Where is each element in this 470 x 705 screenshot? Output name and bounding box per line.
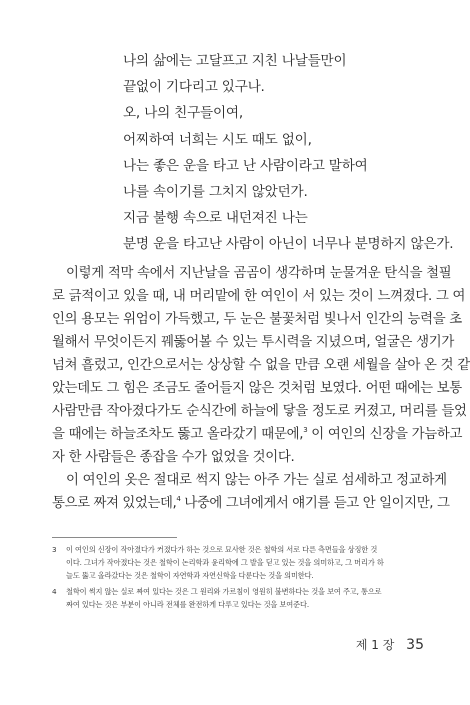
body-line: 자 한 사람들은 종잡을 수가 없었을 것이다.	[52, 450, 295, 465]
footnote-line: 이 여인의 신장이 작아졌다가 커졌다가 하는 것으로 묘사한 것은 철학의 서로 다른 측면들을 상징한 것	[66, 545, 378, 554]
footnote-ref-4[interactable]: 4	[176, 495, 181, 503]
poem-block	[123, 48, 453, 258]
body-line-text: 나중에 그녀에게서 얘기를 듣고 안 일이지만, 그	[180, 496, 450, 511]
body-line: 이 여인의 옷은 절대로 썩지 않는 아주 가는 실로 섬세하고 정교하게	[66, 473, 447, 488]
poem-line: 끝없이 기다리고 있구나.	[123, 79, 265, 96]
body-line: 았는데도 그 힘은 조금도 줄어들지 않은 것처럼 보였다. 어떤 때에는 보통	[52, 381, 462, 396]
footnote-line: 늘도 뚫고 올라갔다는 것은 철학이 자연학과 자연신학을 다룬다는 것을 의미한다.	[66, 571, 314, 580]
poem-line: 오, 나의 친구들이여,	[123, 105, 243, 122]
footnote-4	[52, 585, 424, 611]
body-line-text: 이 여인의 신장을 가늠하고	[307, 427, 463, 442]
footnote-number: 3	[52, 545, 57, 554]
chapter-label: 제 1 장	[355, 638, 395, 652]
footnote-ref-3[interactable]: 3	[303, 426, 308, 434]
body-line	[52, 492, 450, 515]
footnote-line: 이다. 그녀가 작아졌다는 것은 철학이 논리학과 윤리학에 그 발을 딛고 있는 것을 의미하고, 그 머리가 하	[66, 558, 384, 567]
poem-line: 나를 속이기를 그치지 않았던가.	[123, 183, 308, 200]
footnote-line: 짜여 있다는 것은 부분이 아니라 전체를 완전하게 다루고 있다는 것을 보여준다.	[66, 600, 310, 609]
poem-line: 나는 좋은 운을 타고 난 사람이라고 말하여	[123, 157, 368, 174]
poem-line: 지금 불행 속으로 내던져진 나는	[123, 210, 308, 227]
body-line: 로 긁적이고 있을 때, 내 머리맡에 한 여인이 서 있는 것이 느껴졌다. 그 여	[52, 289, 466, 304]
body-line-text: 통으로 짜져 있었는데,	[52, 496, 177, 511]
footnote-number: 4	[52, 587, 57, 596]
body-line	[52, 423, 463, 446]
body-line: 이렇게 적막 속에서 지난날을 곰곰이 생각하며 눈물겨운 탄식을 철필	[66, 266, 452, 281]
body-line: 사람만큼 작아졌다가도 순식간에 하늘에 닿을 정도로 커졌고, 머리를 들었	[52, 404, 467, 419]
poem-line: 분명 운을 타고난 사람이 아닌이 너무나 분명하지 않은가.	[123, 236, 454, 253]
footnote-divider	[52, 537, 177, 538]
poem-line: 나의 삶에는 고달프고 지친 나날들만이	[123, 53, 347, 69]
footnote-line: 철학이 썩지 않는 실로 짜여 있다는 것은 그 원리와 가르침이 영원히 불변하다는 것을 보여 주고, 통으로	[66, 587, 382, 596]
body-line: 월해서 무엇이든지 꿰뚫어볼 수 있는 투시력을 지녔으며, 얼굴은 생기가	[52, 335, 455, 350]
poem-line: 어찌하여 너희는 시도 때도 없이,	[123, 131, 312, 148]
body-line: 넘쳐 흘렀고, 인간으로서는 상상할 수 없을 만큼 오랜 세월을 살아 온 것 같	[52, 358, 470, 373]
body-text	[52, 262, 470, 515]
body-line: 인의 용모는 위엄이 가득했고, 두 눈은 불꽃처럼 빛나서 인간의 능력을 초	[52, 312, 462, 327]
footnote-3	[52, 543, 424, 582]
footnotes	[52, 543, 424, 611]
page-footer	[356, 636, 424, 653]
page-number: 35	[406, 637, 424, 653]
body-line-text: 을 때에는 하늘조차도 뚫고 올라갔기 때문에,	[52, 427, 304, 442]
